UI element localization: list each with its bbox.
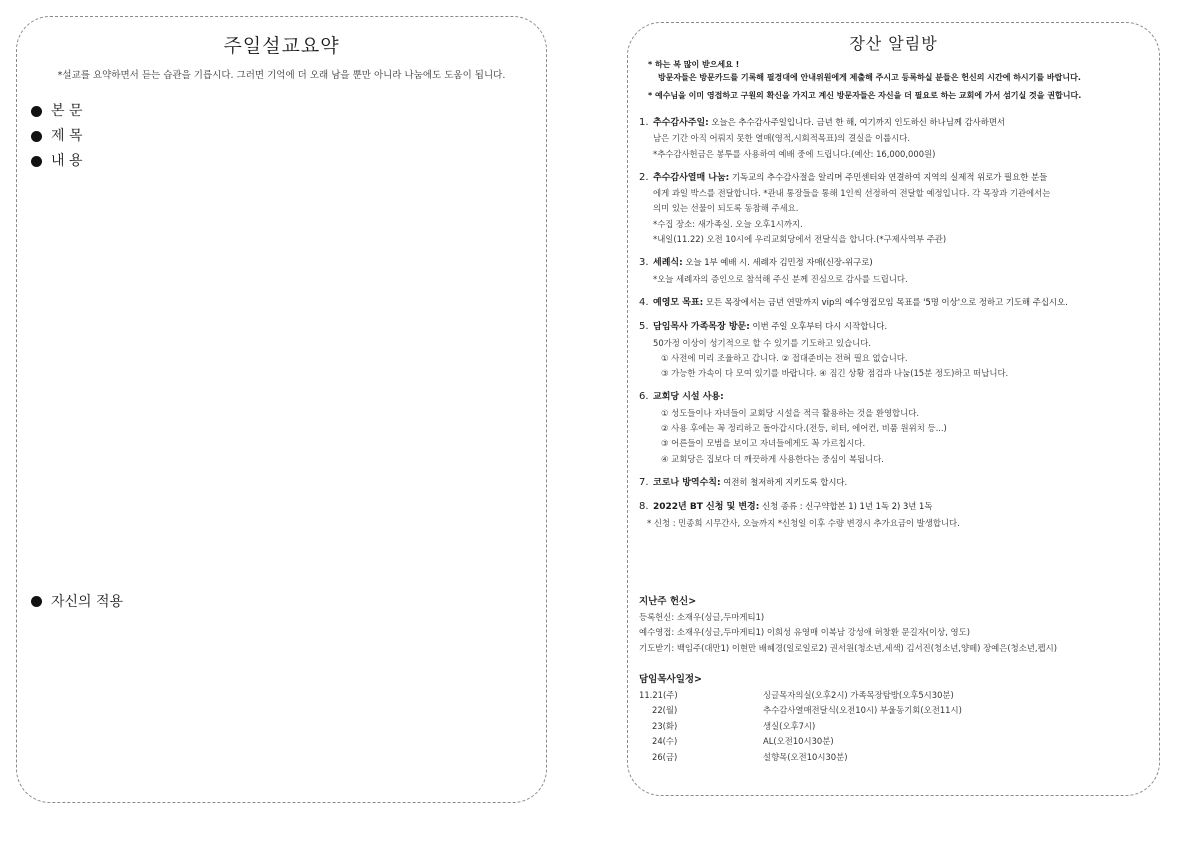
sermon-bullet-list [31,99,83,174]
pastor-schedule [639,672,962,765]
sermon-notes-panel [16,16,547,803]
item-line: *오늘 세례자의 증인으로 참석해 주신 분께 진심으로 감사를 드립니다. [653,273,908,284]
announcement-item [639,475,1155,491]
item-line: 남은 기간 아직 어뤄지 못한 열매(영적,시회적목표)의 결실을 이룹시다. [653,133,911,144]
notice-line: * 예수님을 이미 영접하고 구원의 확신을 가지고 계신 방문자들은 자신을 더 필요로 하는 교회에 가서 섬기실 것을 권합니다. [648,91,1082,100]
bullet-label: 본 문 [51,103,83,119]
schedule-row [639,688,962,704]
schedule-date: 23(화) [652,720,678,731]
item-number: 3. [639,257,649,269]
item-subline: ③ 어른들이 모범을 보이고 자녀들에게도 꼭 가르칩시다. [661,438,866,449]
item-number: 8. [639,501,649,513]
announcement-item [639,319,1155,381]
item-label: 예영모 목표: [653,297,704,308]
item-number: 5. [639,321,649,333]
schedule-row [639,750,962,766]
schedule-date: 11.21(주) [639,689,678,700]
item-subline: ② 사용 후에는 꼭 정리하고 돌아갑시다.(전등, 히터, 에어컨, 비품 원위치 등...) [661,423,947,434]
item-label: 코로나 방역수칙: [653,477,721,488]
item-line: 에게 과일 박스를 전달합니다. *관내 통장들을 통해 1인씩 선정하여 전달할 예정입니다. 각 목장과 기관에서는 [653,188,1051,199]
offerings-heading: 지난주 헌신> [639,596,697,607]
schedule-row [639,719,962,735]
item-text: 신청 종류 : 신구약합본 1) 1년 1독 2) 3년 1독 [759,501,933,512]
notice-line: * 하는 복 많이 받으세요 ! [648,60,740,69]
schedule-row [639,734,962,750]
item-line: * 신청 : 민종희 시무간사, 오늘까지 *신청일 이후 수량 변경시 추가요금이 발생합니다. [647,517,960,528]
announcement-item [639,170,1155,247]
item-line: *수집 장소: 새가족실. 오늘 오후1시까지. [653,218,803,229]
sermon-summary-title: 주일설교요약 [223,35,340,57]
item-subline: ③ 가능한 가속이 다 모여 있기를 바랍니다. ④ 짐긴 상황 점검과 나눔(15분 정도)하고 떠납니다. [661,368,1009,379]
sermon-summary-subtitle: *설교를 요약하면서 듣는 습관을 기릅시다. 그러면 기억에 더 오래 남을 뿐만 아니라 나눔에도 도움이 됩니다. [57,70,506,81]
schedule-event: 생실(오후7시) [763,720,816,731]
item-line: 50가정 이상이 성기적으로 할 수 있기를 기도하고 있습니다. [653,337,872,348]
last-week-offerings [639,594,1057,656]
announcement-item [639,389,1155,466]
schedule-row [639,703,962,719]
schedule-heading: 담임목사일정> [639,674,703,685]
announcements-panel [627,22,1160,796]
item-line: 의미 있는 선물이 되도록 동참해 주세요. [653,203,799,214]
bullet-scripture [31,99,83,124]
item-label: 추수감사주일: [653,118,709,128]
item-number: 1. [639,117,649,128]
item-number: 2. [639,171,649,183]
schedule-date: 24(수) [652,736,678,746]
bullet-dot-icon [31,131,42,142]
item-label: 교회당 시설 사용: [653,392,724,403]
schedule-event: 설향목(오전10시30분) [763,751,848,762]
offerings-line: 예수영접: 소재우(싱글,두마게티1) 이희성 유영매 이복남 강성애 허창환 문길자(이상, 영도) [639,627,970,637]
announcement-item [639,499,1155,531]
item-text: 오늘은 추수감사주일입니다. 금년 한 해, 여기까지 인도하신 하나님께 감사하면서 [708,117,1006,127]
bullet-content [31,149,83,174]
item-text: 기독교의 추수감사절을 알리며 주민센터와 연결하여 지역의 실제적 위로가 필요한 분들 [729,171,1048,182]
bullet-label: 내 용 [51,153,83,169]
item-label: 세례식: [653,258,683,269]
item-label: 2022년 BT 신청 및 변경: [653,502,760,513]
schedule-event: AL(오전10시30분) [763,736,834,746]
item-text: 이번 주일 오후부터 다시 시작합니다. [749,321,888,332]
item-number: 6. [639,391,649,403]
item-text: 모든 목장에서는 금년 연말까지 vip의 예수영접모임 목표를 '5명 이상'으로 정하고 기도해 주십시오. [703,296,1068,307]
item-number: 7. [639,476,649,488]
offerings-line: 기도받기: 백임주(대만1) 이현만 배혜경(일로일로2) 권서원(청소년,세색) 김서진(청소년,양떼) 장예은(청소년,펩시) [639,642,1057,653]
bullet-dot-icon [31,106,42,117]
item-line: *내일(11.22) 오전 10시에 우리교회당에서 전달식을 합니다.(*구제사역부 주관) [653,234,947,245]
bullet-label: 제 목 [51,128,83,144]
schedule-date: 22(월) [652,705,678,715]
announcement-item [639,115,1155,162]
bullet-title [31,124,83,149]
item-subline: ① 사전에 미리 조율하고 갑니다. ② 접대준비는 전혀 필요 없습니다. [661,352,908,363]
announcement-items [639,115,1155,539]
item-label: 추수감사열매 나눔: [653,172,730,183]
item-subline: ① 성도들이나 자녀들이 교회당 시설을 적극 활용하는 것을 환영합니다. [661,407,919,418]
item-number: 4. [639,296,649,308]
bullet-application [31,591,123,611]
item-text: 여전히 철저하게 지키도록 합시다. [720,476,848,487]
item-line: *추수감사헌금은 봉투를 사용하여 예배 중에 드립니다.(예산: 16,000,000원) [653,148,936,159]
announcement-item [639,255,1155,287]
visitor-notice [648,59,1148,103]
offerings-line: 등록헌신: 소재우(싱글,두마게티1) [639,611,765,622]
announcements-title: 장산 알림방 [849,34,938,53]
bullet-dot-icon [31,156,42,167]
schedule-event: 싱글목자의실(오후2시) 가족목장탐방(오후5시30분) [763,689,954,700]
notice-line: 방문자들은 방문카드를 기록해 필경대에 안내위원에게 제출해 주시고 등록하실 분들은 헌신의 시간에 하시기를 바랍니다. [658,72,1081,82]
application-label: 자신의 적용 [51,594,124,610]
schedule-date: 26(금) [652,751,678,762]
item-subline: ④ 교회당은 집보다 더 깨끗하게 사용한다는 중심이 복됩니다. [661,453,884,464]
item-text: 오늘 1부 예배 시. 세례자 김민정 자매(신장-위구로) [682,257,873,268]
bullet-dot-icon [31,596,42,607]
item-label: 담임목사 가족목장 방문: [653,322,750,333]
schedule-event: 추수감사열매전달식(오전10시) 부울동기회(오전11시) [763,705,962,715]
announcement-item [639,295,1155,311]
